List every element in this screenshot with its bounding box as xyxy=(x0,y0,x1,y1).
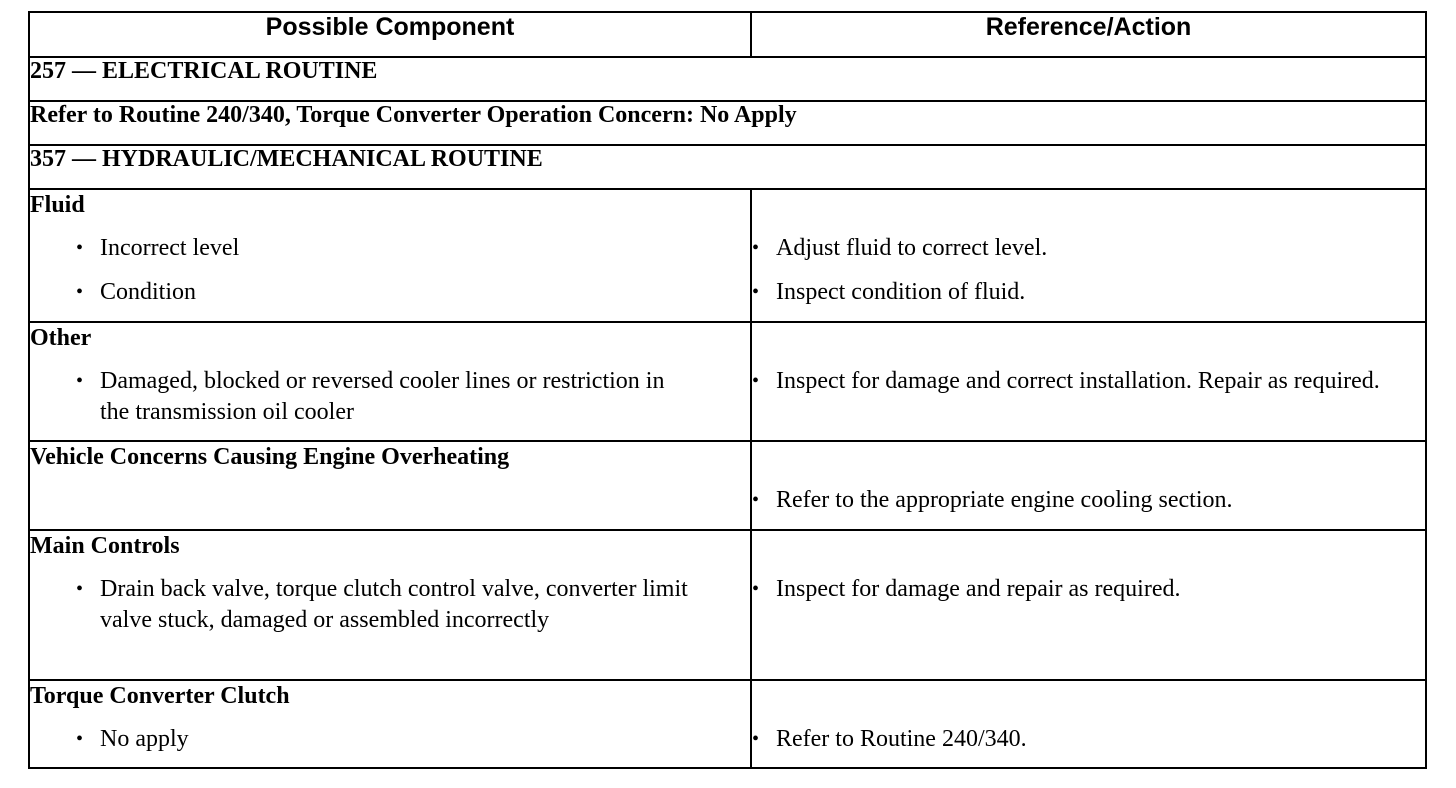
component-item-text: Drain back valve, torque clutch control valve, converter limit valve stuck, damaged or assembled incorrectly xyxy=(100,576,688,633)
diagnostic-table xyxy=(28,11,1427,769)
component-cell xyxy=(29,680,751,768)
component-title: Other xyxy=(30,325,92,351)
table-row xyxy=(29,189,1426,322)
list-item xyxy=(752,277,1425,308)
list-item xyxy=(76,366,750,428)
bullet-icon: • xyxy=(76,370,84,392)
list-item xyxy=(752,574,1425,605)
list-item xyxy=(752,724,1425,755)
component-cell xyxy=(29,322,751,441)
table-row xyxy=(29,530,1426,680)
component-list xyxy=(30,233,750,308)
header-possible-component: Possible Component xyxy=(29,12,751,57)
table-row xyxy=(29,322,1426,441)
bullet-icon: • xyxy=(76,728,84,750)
list-item xyxy=(76,574,750,636)
bullet-icon: • xyxy=(76,237,84,259)
component-item-text: Incorrect level xyxy=(100,235,240,261)
banner-row-hydraulic xyxy=(29,145,1426,189)
list-item xyxy=(752,233,1425,264)
list-item xyxy=(76,277,750,308)
action-item-text: Refer to Routine 240/340. xyxy=(776,726,1027,752)
banner-refer-routine: Refer to Routine 240/340, Torque Converter Operation Concern: No Apply xyxy=(29,101,1426,145)
component-title: Main Controls xyxy=(30,533,180,559)
diagnostic-document xyxy=(28,11,1425,769)
action-cell xyxy=(751,680,1426,768)
action-item-text: Refer to the appropriate engine cooling section. xyxy=(776,487,1233,513)
component-list xyxy=(30,366,750,428)
component-title: Fluid xyxy=(30,192,85,218)
bullet-icon: • xyxy=(752,728,760,750)
component-list xyxy=(30,574,750,636)
component-item-text: Condition xyxy=(100,279,197,305)
action-list xyxy=(752,233,1425,308)
bullet-icon: • xyxy=(752,489,760,511)
action-list xyxy=(752,485,1425,516)
action-cell xyxy=(751,530,1426,680)
banner-row-electrical xyxy=(29,57,1426,101)
bullet-icon: • xyxy=(752,281,760,303)
table-row xyxy=(29,441,1426,530)
action-cell xyxy=(751,189,1426,322)
banner-row-refer xyxy=(29,101,1426,145)
bullet-icon: • xyxy=(752,370,760,392)
action-item-text: Inspect for damage and repair as required. xyxy=(776,576,1181,602)
component-item-text: No apply xyxy=(100,726,189,752)
component-cell xyxy=(29,441,751,530)
table-row xyxy=(29,680,1426,768)
action-item-text: Inspect for damage and correct installation. Repair as required. xyxy=(776,368,1380,394)
component-list xyxy=(30,724,750,755)
action-list xyxy=(752,574,1425,605)
component-title: Torque Converter Clutch xyxy=(30,683,290,709)
header-row xyxy=(29,12,1426,57)
list-item xyxy=(752,485,1425,516)
action-list xyxy=(752,724,1425,755)
action-list xyxy=(752,366,1425,397)
action-item-text: Adjust fluid to correct level. xyxy=(776,235,1048,261)
list-item xyxy=(76,724,750,755)
list-item xyxy=(76,233,750,264)
banner-hydraulic-routine: 357 — HYDRAULIC/MECHANICAL ROUTINE xyxy=(29,145,1426,189)
component-cell xyxy=(29,530,751,680)
bullet-icon: • xyxy=(752,237,760,259)
bullet-icon: • xyxy=(76,578,84,600)
component-title: Vehicle Concerns Causing Engine Overheating xyxy=(30,444,510,470)
bullet-icon: • xyxy=(76,281,84,303)
list-item xyxy=(752,366,1425,397)
bullet-icon: • xyxy=(752,578,760,600)
action-cell xyxy=(751,322,1426,441)
header-reference-action: Reference/Action xyxy=(751,12,1426,57)
action-cell xyxy=(751,441,1426,530)
component-item-text: Damaged, blocked or reversed cooler lines or restriction in the transmission oil cooler xyxy=(100,368,665,425)
banner-electrical-routine: 257 — ELECTRICAL ROUTINE xyxy=(29,57,1426,101)
action-item-text: Inspect condition of fluid. xyxy=(776,279,1026,305)
component-cell xyxy=(29,189,751,322)
